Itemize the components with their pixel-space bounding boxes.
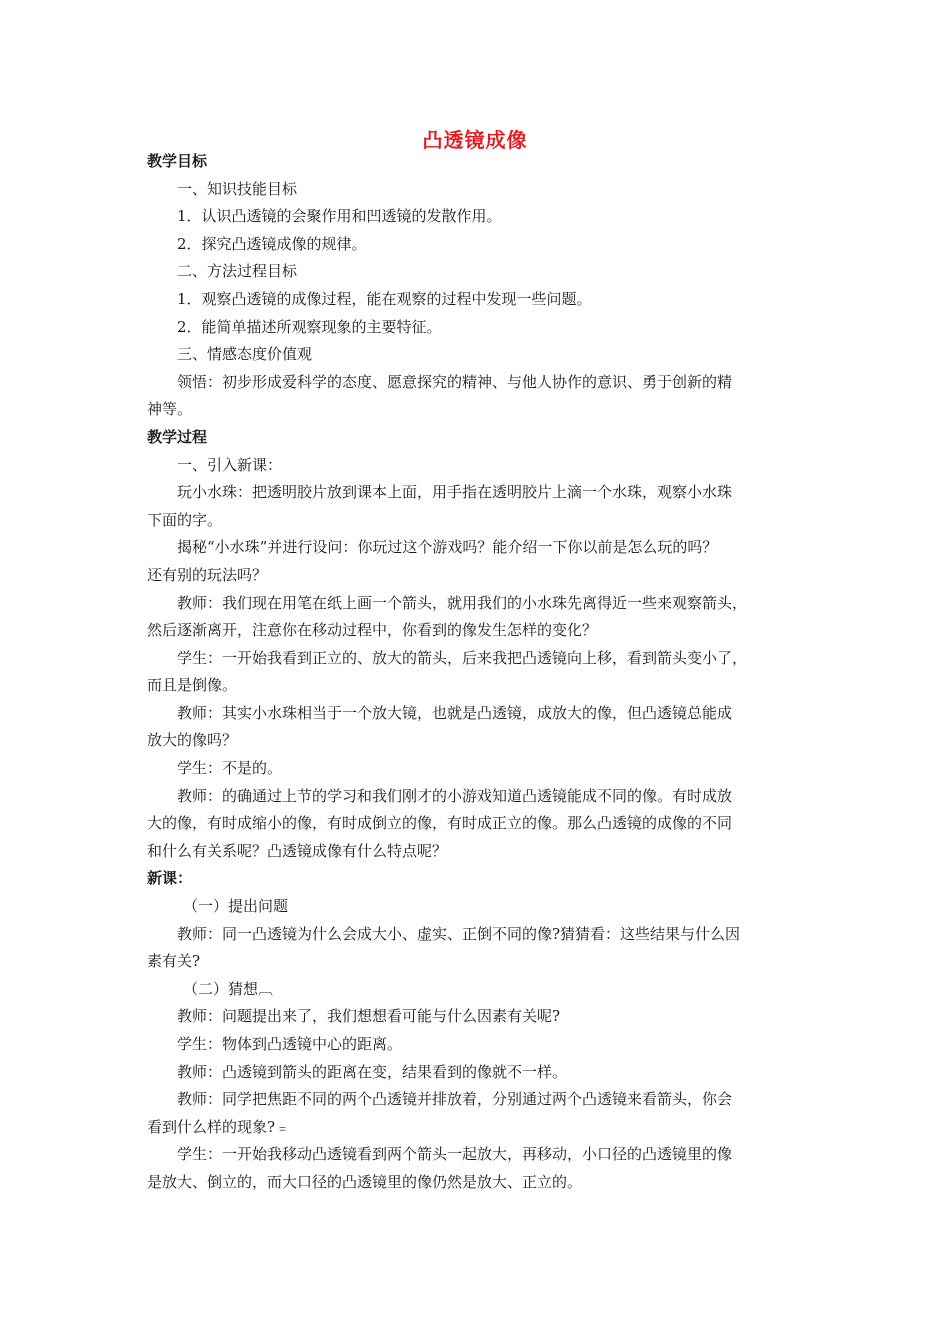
paragraph-line: 看到什么样的现象?﹦	[147, 1117, 291, 1136]
subsection-heading: （一）提出问题	[183, 897, 289, 916]
paragraph-line: 素有关?	[147, 952, 201, 971]
paragraph-line: 教师：其实小水珠相当于一个放大镜，也就是凸透镜，成放大的像，但凸透镜总能成	[177, 703, 733, 722]
paragraph-line: 还有别的玩法吗？	[147, 565, 268, 584]
paragraph-line: 教师：同一凸透镜为什么会成大小、虚实、正倒不同的像?猜猜看：这些结果与什么因	[177, 924, 741, 943]
paragraph-line: 学生：一开始我看到正立的、放大的箭头，后来我把凸透镜向上移，看到箭头变小了，	[177, 648, 748, 667]
paragraph-line: 教师：的确通过上节的学习和我们刚才的小游戏知道凸透镜能成不同的像。有时成放	[177, 786, 733, 805]
paragraph-line: 2．探究凸透镜成像的规律。	[177, 234, 367, 253]
subsection-heading: （二）猜想︹	[183, 979, 274, 998]
paragraph-line: 揭秘“小水珠”并进行设问：你玩过这个游戏吗？能介绍一下你以前是怎么玩的吗？	[177, 538, 718, 557]
paragraph-line: 1．认识凸透镜的会聚作用和凹透镜的发散作用。	[177, 207, 502, 226]
paragraph-line: 二、方法过程目标	[177, 262, 298, 281]
document-body	[147, 148, 811, 1197]
paragraph-line: 是放大、倒立的，而大口径的凸透镜里的像仍然是放大、正立的。	[147, 1172, 583, 1191]
section-heading: 新课：	[147, 869, 193, 888]
paragraph-line: 而且是倒像。	[147, 676, 238, 695]
section-heading: 教学过程	[147, 427, 208, 446]
paragraph-line: 玩小水珠：把透明胶片放到课本上面，用手指在透明胶片上滴一个水珠，观察小水珠	[177, 483, 733, 502]
paragraph-line: 和什么有关系呢？凸透镜成像有什么特点呢？	[147, 841, 448, 860]
paragraph-line: 教师：凸透镜到箭头的距离在变，结果看到的像就不一样。	[177, 1062, 568, 1081]
paragraph-line: 教师：我们现在用笔在纸上画一个箭头，就用我们的小水珠先离得近一些来观察箭头，	[177, 593, 748, 612]
paragraph-line: 神等。	[147, 400, 193, 419]
paragraph-line: 放大的像吗？	[147, 731, 238, 750]
paragraph-line: 三、情感态度价值观	[177, 345, 313, 364]
paragraph-line: 一、引入新课：	[177, 455, 283, 474]
paragraph-line: 2．能简单描述所观察现象的主要特征。	[177, 317, 442, 336]
paragraph-line: 大的像，有时成缩小的像，有时成倒立的像，有时成正立的像。那么凸透镜的成像的不同	[147, 814, 733, 833]
paragraph-line: 然后逐渐离开，注意你在移动过程中，你看到的像发生怎样的变化？	[147, 621, 598, 640]
section-heading: 教学目标	[147, 152, 208, 170]
document-title: 凸透镜成像	[422, 128, 528, 152]
paragraph-line: 1．观察凸透镜的成像过程，能在观察的过程中发现一些问题。	[177, 289, 592, 308]
paragraph-line: 一、知识技能目标	[177, 179, 298, 198]
paragraph-line: 学生：一开始我移动凸透镜看到两个箭头一起放大，再移动，小口径的凸透镜里的像	[177, 1145, 733, 1164]
paragraph-line: 领悟：初步形成爱科学的态度、愿意探究的精神、与他人协作的意识、勇于创新的精	[177, 372, 733, 391]
paragraph-line: 学生：物体到凸透镜中心的距离。	[177, 1035, 403, 1053]
paragraph-line: 教师：问题提出来了，我们想想看可能与什么因素有关呢?	[177, 1007, 561, 1026]
paragraph-line: 教师：同学把焦距不同的两个凸透镜并排放着，分别通过两个凸透镜来看箭头，你会	[177, 1090, 733, 1109]
paragraph-line: 下面的字。	[147, 510, 223, 529]
paragraph-line: 学生：不是的。	[177, 759, 283, 778]
